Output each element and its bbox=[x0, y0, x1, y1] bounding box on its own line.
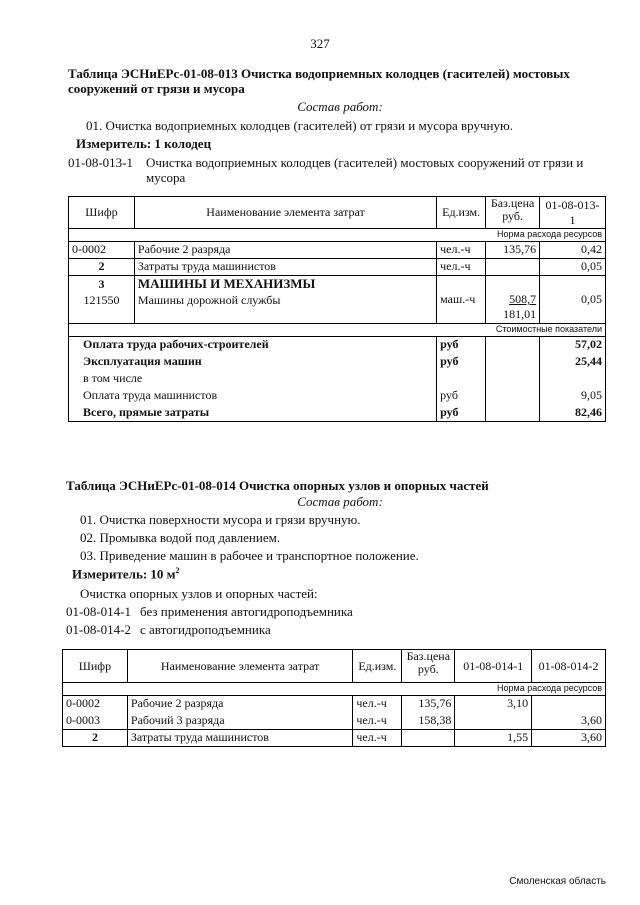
table2-work-item: 01. Очистка поверхности мусора и грязи вручную. bbox=[80, 512, 361, 527]
cost-row bbox=[69, 354, 606, 371]
cost-value: 82,46 bbox=[540, 405, 606, 422]
table1-code-text2: мусора bbox=[146, 170, 186, 185]
row-value1: 3,10 bbox=[455, 696, 532, 713]
cost-row bbox=[69, 405, 606, 422]
table2-norm-row bbox=[63, 683, 606, 696]
row-name: Рабочие 2 разряда bbox=[127, 696, 352, 713]
table2-code: 01-08-014-1 bbox=[66, 604, 131, 619]
page-number: 327 bbox=[310, 36, 330, 51]
table1-norm-row bbox=[69, 229, 606, 242]
table2-header-row bbox=[63, 650, 606, 683]
table2-works-heading: Состав работ: bbox=[297, 494, 383, 509]
cost-name: Оплата труда машинистов bbox=[69, 388, 437, 405]
cost-unit: руб bbox=[437, 405, 486, 422]
table2-meter bbox=[72, 566, 180, 582]
machine-name: Машины дорожной службы bbox=[137, 293, 281, 307]
cost-value: 25,44 bbox=[540, 354, 606, 371]
row-unit: чел.-ч bbox=[353, 713, 402, 730]
table2-work-item: 02. Промывка водой под давлением. bbox=[80, 530, 281, 545]
row-price: 158,38 bbox=[402, 713, 455, 730]
header-col1: 01-08-013-1 bbox=[540, 197, 606, 229]
row-code: 2 bbox=[69, 259, 135, 276]
table-row bbox=[63, 730, 606, 747]
table1-header-row bbox=[69, 197, 606, 229]
norm-label: Норма расхода ресурсов bbox=[69, 229, 606, 242]
cost-unit: руб bbox=[437, 354, 486, 371]
row-unit: чел.-ч bbox=[437, 242, 486, 259]
row-unit: чел.-ч bbox=[437, 259, 486, 276]
cost-price-empty bbox=[486, 337, 540, 354]
row-name: Рабочий 3 разряда bbox=[127, 713, 352, 730]
table-row bbox=[69, 242, 606, 259]
machine-value: 0,05 bbox=[540, 276, 606, 324]
table1-work-item: 01. Очистка водоприемных колодцев (гасителей) от грязи и мусора вручную. bbox=[86, 118, 513, 133]
cost-value: 57,02 bbox=[540, 337, 606, 354]
header-price-line1: Баз.цена bbox=[406, 649, 451, 663]
table1-code-text1: Очистка водоприемных колодцев (гасителей) мостовых сооружений от грязи и bbox=[146, 155, 584, 170]
row-code: 0-0002 bbox=[63, 696, 128, 713]
cost-name: Эксплуатация машин bbox=[69, 354, 437, 371]
header-code: Шифр bbox=[69, 197, 135, 229]
table2-code-text: с автогидроподъемника bbox=[140, 622, 271, 637]
table1-title-line1: Таблица ЭСНиЕРс-01-08-013 Очистка водоприемных колодцев (гасителей) мостовых bbox=[68, 66, 570, 81]
table-row-machines bbox=[69, 276, 606, 324]
footer-region: Смоленская область bbox=[509, 876, 606, 887]
table-row bbox=[63, 713, 606, 730]
cost-row bbox=[69, 371, 606, 388]
header-name: Наименование элемента затрат bbox=[134, 197, 436, 229]
row-code: 0-0003 bbox=[63, 713, 128, 730]
section-code: 3 bbox=[98, 277, 105, 291]
row-unit: чел.-ч bbox=[353, 730, 402, 747]
table1-title-line2: сооружений от грязи и мусора bbox=[68, 81, 245, 96]
row-unit: чел.-ч bbox=[353, 696, 402, 713]
row-value2 bbox=[532, 696, 606, 713]
table-row bbox=[69, 259, 606, 276]
cost-unit: руб bbox=[437, 388, 486, 405]
row-price bbox=[486, 259, 540, 276]
row-name: Затраты труда машинистов bbox=[134, 259, 436, 276]
machine-price2: 181,01 bbox=[503, 307, 537, 321]
cost-name: в том числе bbox=[69, 371, 437, 388]
cost-price-empty bbox=[486, 405, 540, 422]
cost-value: 9,05 bbox=[540, 388, 606, 405]
section-name: МАШИНЫ И МЕХАНИЗМЫ bbox=[137, 276, 316, 291]
table2-title: Таблица ЭСНиЕРс-01-08-014 Очистка опорных узлов и опорных частей bbox=[66, 478, 489, 493]
row-code: 2 bbox=[63, 730, 128, 747]
cost-price-empty bbox=[486, 371, 540, 388]
cost-label: Стоимостные показатели bbox=[69, 324, 606, 337]
cost-value bbox=[540, 371, 606, 388]
norm-label: Норма расхода ресурсов bbox=[63, 683, 606, 696]
cost-row bbox=[69, 337, 606, 354]
header-price bbox=[402, 650, 455, 683]
row-price: 135,76 bbox=[486, 242, 540, 259]
header-price-line2: руб. bbox=[417, 662, 439, 676]
header-col2: 01-08-014-2 bbox=[532, 650, 606, 683]
meter-text: Измеритель: 10 м bbox=[72, 566, 176, 582]
machine-unit: маш.-ч bbox=[437, 276, 486, 324]
machine-price1: 508,7 bbox=[509, 292, 537, 306]
table1-works-heading: Состав работ: bbox=[297, 99, 383, 114]
row-value2: 3,60 bbox=[532, 713, 606, 730]
table1-meter: Измеритель: 1 колодец bbox=[76, 136, 212, 151]
row-price bbox=[402, 730, 455, 747]
row-value: 0,42 bbox=[540, 242, 606, 259]
header-price bbox=[486, 197, 540, 229]
machine-code: 121550 bbox=[83, 293, 120, 307]
table2-code-text: без применения автогидроподъемника bbox=[140, 604, 353, 619]
cost-price-empty bbox=[486, 388, 540, 405]
row-name: Рабочие 2 разряда bbox=[134, 242, 436, 259]
row-name: Затраты труда машинистов bbox=[127, 730, 352, 747]
meter-sup: 2 bbox=[175, 566, 180, 575]
header-code: Шифр bbox=[63, 650, 128, 683]
row-value2: 3,60 bbox=[532, 730, 606, 747]
cost-price-empty bbox=[486, 354, 540, 371]
table1 bbox=[68, 196, 606, 422]
header-price-line1: Баз.цена bbox=[490, 196, 535, 210]
header-price-line2: руб. bbox=[502, 209, 524, 223]
table2-work-item: 03. Приведение машин в рабочее и транспортное положение. bbox=[80, 548, 419, 563]
table2-code: 01-08-014-2 bbox=[66, 622, 131, 637]
row-value1 bbox=[455, 713, 532, 730]
machine-name-cell bbox=[134, 276, 436, 324]
table1-cost-label-row bbox=[69, 324, 606, 337]
table2-intro: Очистка опорных узлов и опорных частей: bbox=[80, 586, 318, 601]
cost-unit bbox=[437, 371, 486, 388]
cost-name: Оплата труда рабочих-строителей bbox=[69, 337, 437, 354]
cost-name: Всего, прямые затраты bbox=[69, 405, 437, 422]
table2 bbox=[62, 649, 606, 747]
header-unit: Ед.изм. bbox=[353, 650, 402, 683]
row-value: 0,05 bbox=[540, 259, 606, 276]
cost-unit: руб bbox=[437, 337, 486, 354]
row-code: 0-0002 bbox=[69, 242, 135, 259]
table-row bbox=[63, 696, 606, 713]
header-name: Наименование элемента затрат bbox=[127, 650, 352, 683]
machine-price-cell bbox=[486, 276, 540, 324]
row-price: 135,76 bbox=[402, 696, 455, 713]
table1-code: 01-08-013-1 bbox=[68, 155, 133, 170]
header-col1: 01-08-014-1 bbox=[455, 650, 532, 683]
row-value1: 1,55 bbox=[455, 730, 532, 747]
machine-code-cell bbox=[69, 276, 135, 324]
cost-row bbox=[69, 388, 606, 405]
header-unit: Ед.изм. bbox=[437, 197, 486, 229]
